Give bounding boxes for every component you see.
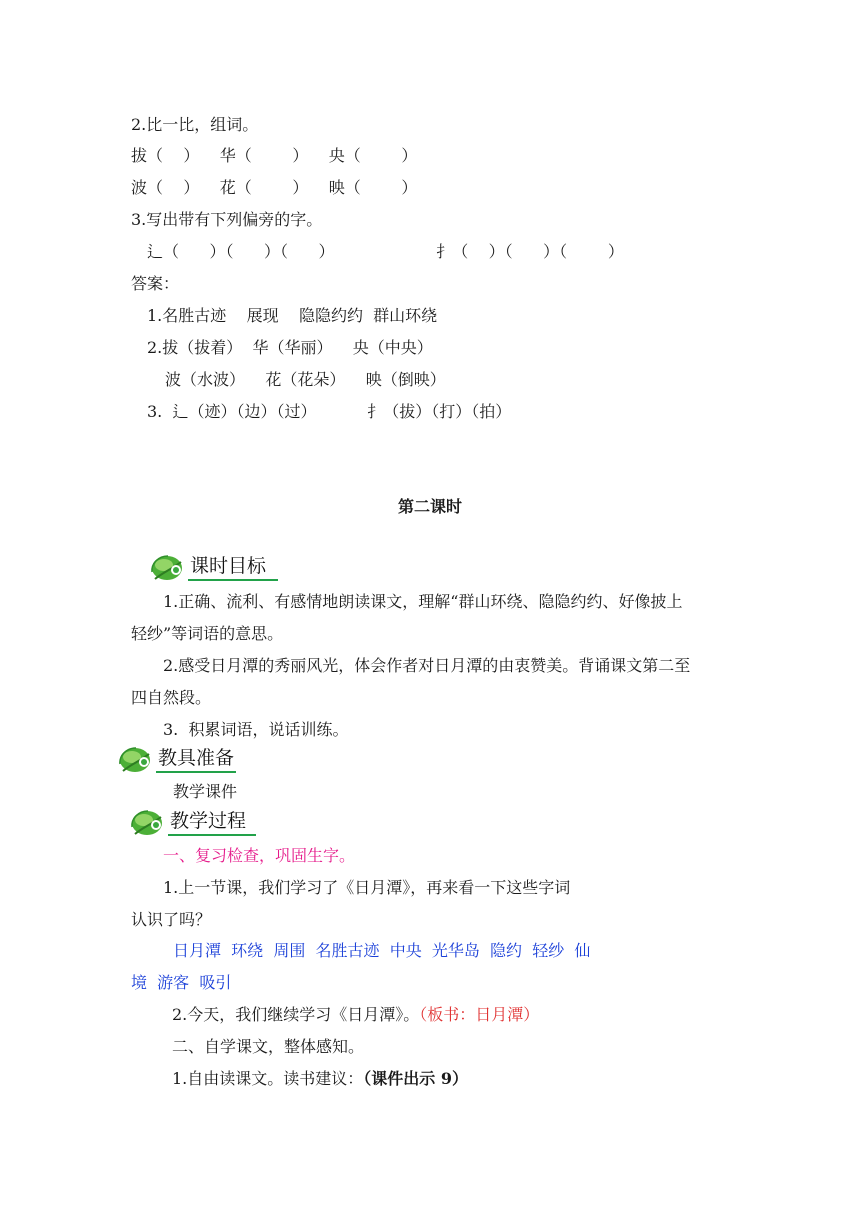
goal-1-line-2: 轻纱”等词语的意思。 <box>131 624 284 643</box>
blackboard-note: （板书：日月潭） <box>419 1005 540 1024</box>
leaf-icon <box>150 552 186 582</box>
paragraph-3-text: 1.自由读课文。读书建议： <box>172 1069 364 1088</box>
answer-2-row-1: 2.拔（拔着） 华（华丽） 央（中央） <box>147 338 433 357</box>
paragraph-1-line-2: 认识了吗？ <box>131 910 212 929</box>
paragraph-1-line-1: 1.上一节课，我们学习了《日月潭》，再来看一下这些字词 <box>163 878 571 897</box>
answers-label: 答案： <box>131 274 180 293</box>
lesson-heading: 第二课时 <box>397 497 462 516</box>
step-1-heading: 一、复习检查，巩固生字。 <box>163 846 356 865</box>
review-words-line-1: 日月潭 环绕 周围 名胜古迹 中央 光华岛 隐约 轻纱 仙 <box>173 941 591 960</box>
goal-3: 3. 积累词语，说话训练。 <box>163 720 349 739</box>
exercise-3-title: 3.写出带有下列偏旁的字。 <box>131 210 323 229</box>
tools-content: 教学课件 <box>173 782 238 801</box>
leaf-icon <box>118 744 154 774</box>
goal-1-line-1: 1.正确、流利、有感情地朗读课文，理解“群山环绕、隐隐约约、好像披上 <box>163 592 683 611</box>
exercise-3-row: ⻍（ ）（ ）（ ） 扌（ ）（ ）（ ） <box>147 242 624 261</box>
leaf-icon <box>130 807 166 837</box>
exercise-2-title: 2.比一比，组词。 <box>131 115 259 134</box>
goal-2-line-1: 2.感受日月潭的秀丽风光，体会作者对日月潭的由衷赞美。背诵课文第二至 <box>163 656 691 675</box>
exercise-2-row-1: 拔（ ） 华（ ） 央（ ） <box>131 146 418 165</box>
process-title: 教学过程 <box>170 810 247 832</box>
paragraph-2 <box>172 1004 539 1026</box>
answer-1: 1.名胜古迹 展现 隐隐约约 群山环绕 <box>147 306 438 325</box>
courseware-note: （课件出示 9） <box>363 1069 468 1088</box>
step-2-heading: 二、自学课文，整体感知。 <box>172 1037 365 1056</box>
process-underline <box>168 834 256 836</box>
tools-title: 教具准备 <box>158 747 235 769</box>
answer-2-row-2: 波（水波） 花（花朵） 映（倒映） <box>165 370 446 389</box>
goals-title: 课时目标 <box>190 555 267 577</box>
tools-underline <box>156 771 236 773</box>
answer-3: 3. ⻍（迹）（边）（过） 扌（拔）（打）（拍） <box>147 402 512 421</box>
paragraph-3 <box>172 1068 468 1090</box>
review-words-line-2: 境 游客 吸引 <box>131 973 232 992</box>
paragraph-2-text: 2.今天，我们继续学习《日月潭》。 <box>172 1005 420 1024</box>
goals-underline <box>188 579 278 581</box>
goal-2-line-2: 四自然段。 <box>131 688 212 707</box>
exercise-2-row-2: 波（ ） 花（ ） 映（ ） <box>131 178 418 197</box>
